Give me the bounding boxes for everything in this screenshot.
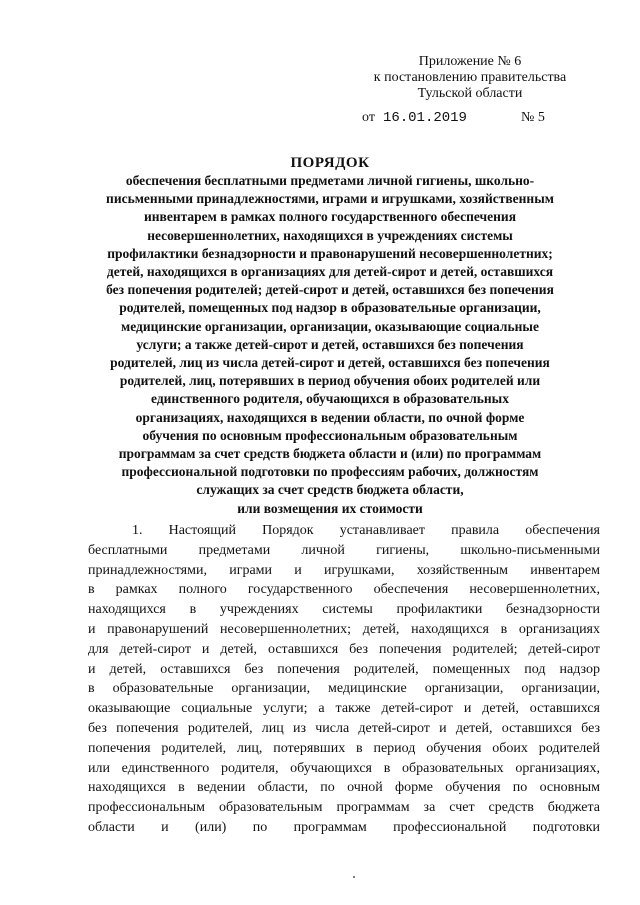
from-label: от <box>362 110 375 125</box>
subtitle-line: услуги; а также детей-сирот и детей, оставшихся без попечения <box>136 336 524 352</box>
body-line: оказывающие социальные услуги; а также детей-сирот и детей, оставшихся <box>88 701 600 717</box>
body-line: области и (или) по программам профессиональной подготовки <box>88 819 600 835</box>
body-line: бесплатными предметами личной гигиены, школьно-письменными <box>88 542 600 558</box>
subtitle-line: служащих за счет средств бюджета области, <box>196 482 464 498</box>
scan-speck <box>353 876 355 878</box>
body-line: и правонарушений несовершеннолетних; детей, находящихся в организациях <box>88 621 600 637</box>
body-line: для детей-сирот и детей, оставшихся без попечения родителей; детей-сирот <box>88 641 600 657</box>
document-title: ПОРЯДОК <box>290 155 370 171</box>
subtitle-line: родителей, помещенных под надзор в образовательные организации, <box>119 300 541 316</box>
subtitle-line: родителей, лиц из числа детей-сирот и детей, оставшихся без попечения <box>110 355 550 371</box>
paragraph-1 <box>88 521 600 838</box>
document-number: № 5 <box>521 110 545 125</box>
document-date: 16.01.2019 <box>382 110 467 126</box>
appendix-region: Тульской области <box>417 86 523 101</box>
subtitle-line: медицинские организации, организации, оказывающие социальные <box>121 318 539 334</box>
appendix-reference: к постановлению правительства <box>373 70 567 85</box>
subtitle-line: без попечения родителей; детей-сирот и детей, оставшихся без попечения <box>106 282 554 298</box>
subtitle-line: организациях, находящихся в ведении области, по очной форме <box>135 409 525 425</box>
appendix-header <box>345 54 595 102</box>
body-line: принадлежностями, играми и игрушками, хозяйственным инвентарем <box>88 562 600 578</box>
body-line: без попечения родителей, лиц из числа детей-сирот и детей, оставшихся без <box>88 720 600 736</box>
body-line: или единственного родителя, обучающихся в образовательных организациях, <box>88 760 600 776</box>
body-line: 1. Настоящий Порядок устанавливает правила обеспечения <box>132 523 600 538</box>
document-date-number <box>362 110 545 126</box>
subtitle-line: программам за счет средств бюджета области и (или) по программам <box>118 446 542 462</box>
subtitle-line: несовершеннолетних, находящихся в учреждениях системы <box>147 227 513 243</box>
subtitle-line: единственного родителя, обучающихся в образовательных <box>151 391 509 407</box>
subtitle-line: профессиональной подготовки по профессиям рабочих, должностям <box>121 464 539 480</box>
subtitle-line: инвентарем в рамках полного государственного обеспечения <box>143 209 517 225</box>
subtitle-line: письменными принадлежностями, играми и игрушками, хозяйственным <box>106 191 554 207</box>
document-subtitle <box>60 172 600 518</box>
subtitle-line: обучения по основным профессиональным образовательным <box>142 427 518 443</box>
body-line: находящихся в ведении области, по очной форме обучения по основным <box>88 780 600 796</box>
body-line: в рамках полного государственного обеспечения несовершеннолетних, <box>88 582 600 598</box>
body-line: попечения родителей, лиц, потерявших в период обучения обоих родителей <box>88 740 600 756</box>
body-line: в образовательные организации, медицинские организации, организации, <box>88 681 600 697</box>
appendix-title: Приложение № 6 <box>418 54 522 69</box>
subtitle-line: родителей, лиц, потерявших в период обучения обоих родителей или <box>119 373 541 389</box>
body-line: профессиональным образовательным программам за счет средств бюджета <box>88 800 600 816</box>
subtitle-line: или возмещения их стоимости <box>237 500 423 516</box>
subtitle-line: обеспечения бесплатными предметами личной гигиены, школьно- <box>125 173 535 188</box>
subtitle-line: профилактики безнадзорности и правонарушений несовершеннолетних; <box>107 245 553 261</box>
body-line: находящихся в учреждениях системы профилактики безнадзорности <box>88 602 600 618</box>
body-line: и детей, оставшихся без попечения родителей, помещенных под надзор <box>88 661 600 677</box>
subtitle-line: детей, находящихся в организациях для детей-сирот и детей, оставшихся <box>106 264 554 280</box>
